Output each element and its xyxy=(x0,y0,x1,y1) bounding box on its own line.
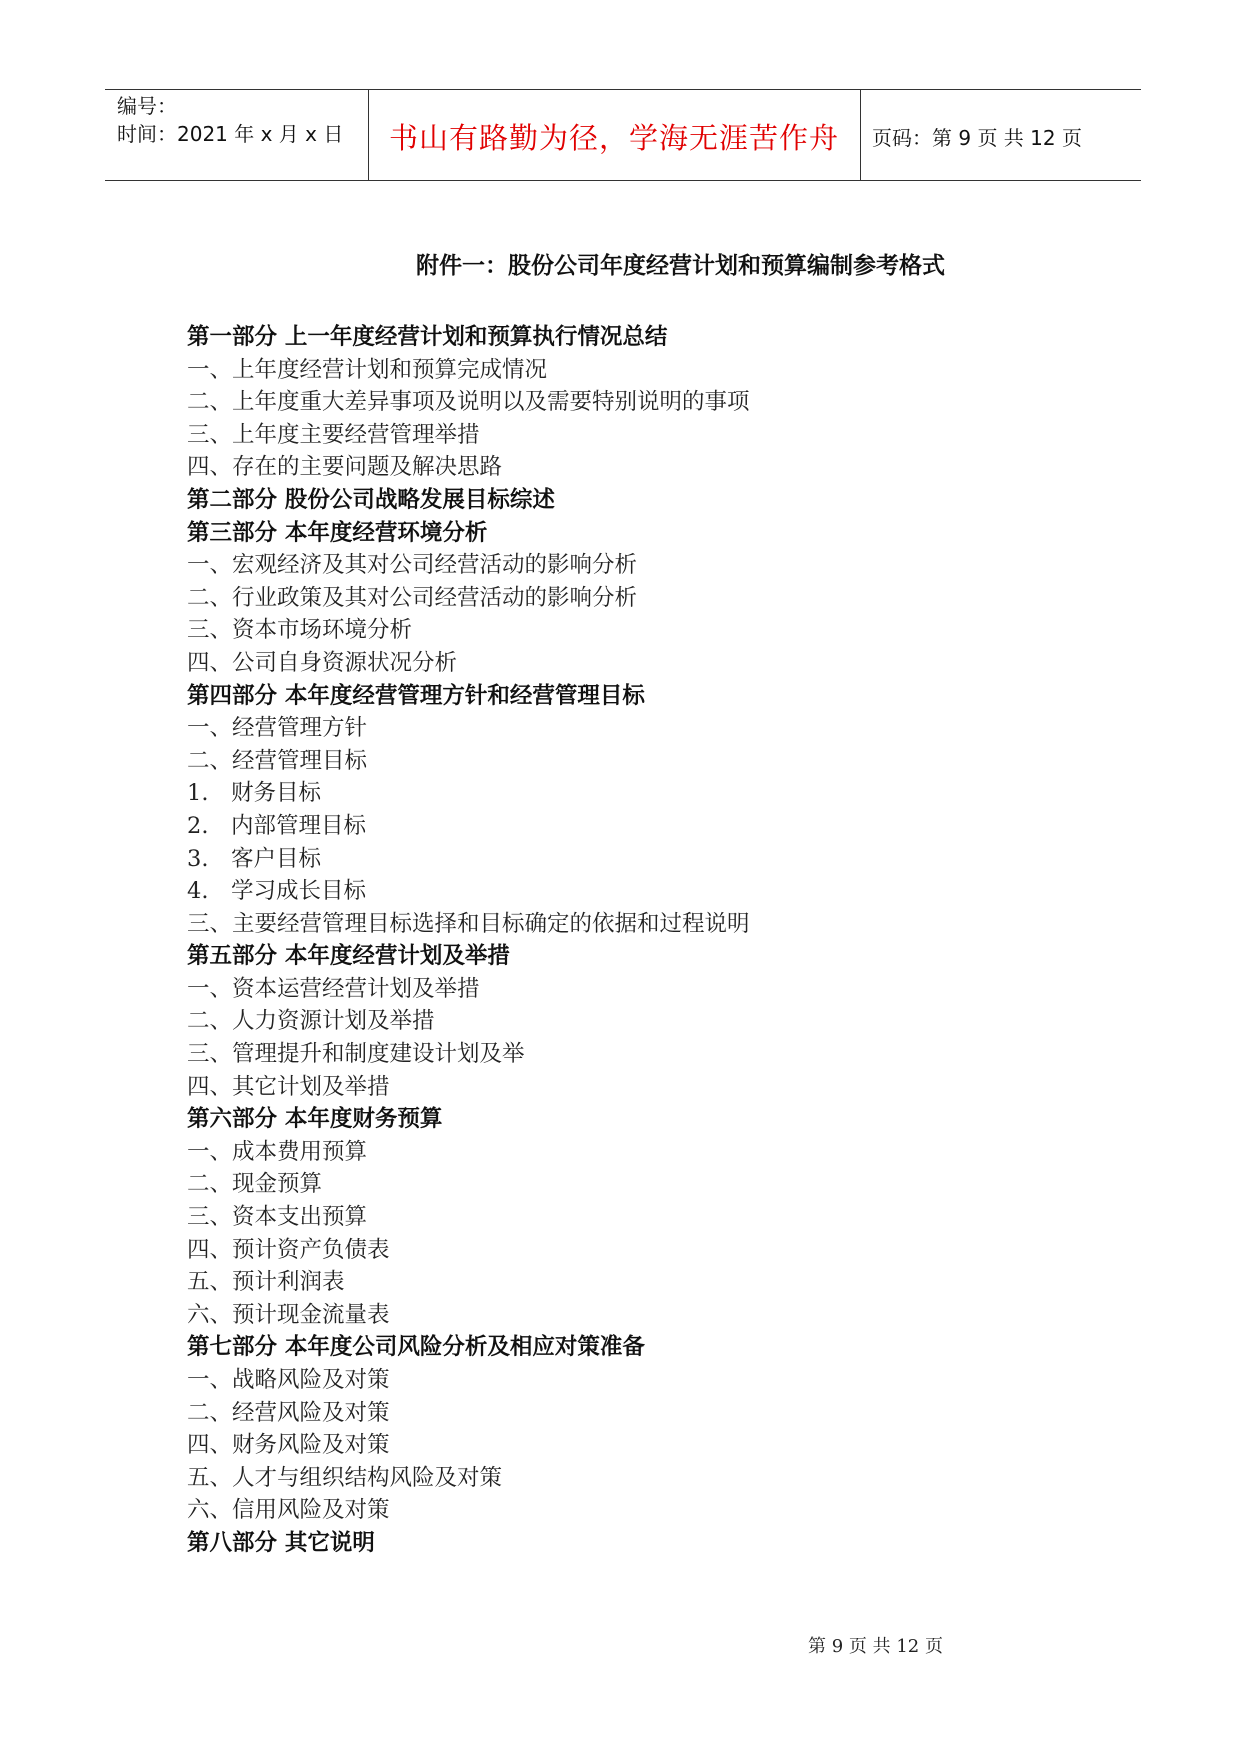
document-title-row xyxy=(0,250,1241,282)
section-heading: 第三部分 本年度经营环境分析 xyxy=(187,519,488,546)
footer-page-number: 第 9 页 共 12 页 xyxy=(808,1636,943,1657)
section-heading: 第八部分 其它说明 xyxy=(187,1529,375,1556)
numbered-list-item xyxy=(187,810,750,843)
list-item: 二、行业政策及其对公司经营活动的影响分析 xyxy=(187,584,638,611)
list-item: 一、成本费用预算 xyxy=(187,1138,368,1165)
list-number: 4. xyxy=(187,878,209,905)
header-page-info: 页码：第 9 页 共 12 页 xyxy=(872,125,1082,150)
list-number: 1. xyxy=(187,780,209,807)
list-item: 一、战略风险及对策 xyxy=(187,1367,390,1393)
list-item: 五、人才与组织结构风险及对策 xyxy=(187,1464,503,1491)
list-item-text: 客户目标 xyxy=(231,845,322,872)
list-item: 五、预计利润表 xyxy=(187,1269,345,1296)
section-heading: 第六部分 本年度财务预算 xyxy=(187,1106,443,1133)
list-item: 二、上年度重大差异事项及说明以及需要特别说明的事项 xyxy=(187,389,750,416)
numbered-list-item xyxy=(187,875,750,908)
list-item: 二、人力资源计划及举措 xyxy=(187,1008,435,1035)
list-item: 二、经营管理目标 xyxy=(187,747,368,774)
list-item: 六、信用风险及对策 xyxy=(187,1497,390,1524)
list-item: 四、财务风险及对策 xyxy=(187,1432,390,1459)
section-heading: 第二部分 股份公司战略发展目标综述 xyxy=(187,486,555,513)
list-item-text: 内部管理目标 xyxy=(231,812,367,839)
list-item: 六、预计现金流量表 xyxy=(187,1301,390,1328)
list-item: 四、预计资产负债表 xyxy=(187,1236,390,1263)
list-item: 一、宏观经济及其对公司经营活动的影响分析 xyxy=(187,552,638,579)
list-item: 二、经营风险及对策 xyxy=(187,1399,390,1426)
numbered-list-item xyxy=(187,843,750,876)
list-number: 2. xyxy=(187,812,209,839)
section-heading: 第七部分 本年度公司风险分析及相应对策准备 xyxy=(187,1334,645,1361)
list-item: 三、资本市场环境分析 xyxy=(187,617,413,644)
section-heading: 第四部分 本年度经营管理方针和经营管理目标 xyxy=(187,682,645,709)
list-number: 3. xyxy=(187,845,209,872)
list-item: 三、主要经营管理目标选择和目标确定的依据和过程说明 xyxy=(187,910,750,937)
page-header xyxy=(105,89,1141,181)
header-divider xyxy=(860,90,861,180)
list-item: 四、公司自身资源状况分析 xyxy=(187,649,458,676)
section-heading: 第一部分 上一年度经营计划和预算执行情况总结 xyxy=(187,324,668,350)
page-footer xyxy=(0,1632,1241,1658)
list-item: 三、资本支出预算 xyxy=(187,1204,368,1231)
numbered-list-item xyxy=(187,777,750,810)
list-item: 四、存在的主要问题及解决思路 xyxy=(187,454,503,481)
list-item: 一、资本运营经营计划及举措 xyxy=(187,975,480,1002)
document-number-label: 编号： xyxy=(117,94,177,118)
list-item: 四、其它计划及举措 xyxy=(187,1073,390,1100)
section-heading: 第五部分 本年度经营计划及举措 xyxy=(187,943,510,970)
list-item: 二、现金预算 xyxy=(187,1171,323,1198)
list-item: 三、管理提升和制度建设计划及举 xyxy=(187,1041,525,1068)
document-time-label: 时间：2021 年 x 月 x 日 xyxy=(117,122,344,146)
list-item: 一、经营管理方针 xyxy=(187,715,368,742)
document-title: 附件一：股份公司年度经营计划和预算编制参考格式 xyxy=(416,253,945,279)
header-motto: 书山有路勤为径，学海无涯苦作舟 xyxy=(388,120,839,155)
header-meta xyxy=(117,92,343,148)
list-item-text: 财务目标 xyxy=(231,780,322,807)
list-item-text: 学习成长目标 xyxy=(231,878,367,905)
list-item: 三、上年度主要经营管理举措 xyxy=(187,421,480,448)
list-item: 一、上年度经营计划和预算完成情况 xyxy=(187,356,548,383)
document-outline xyxy=(187,321,750,1560)
